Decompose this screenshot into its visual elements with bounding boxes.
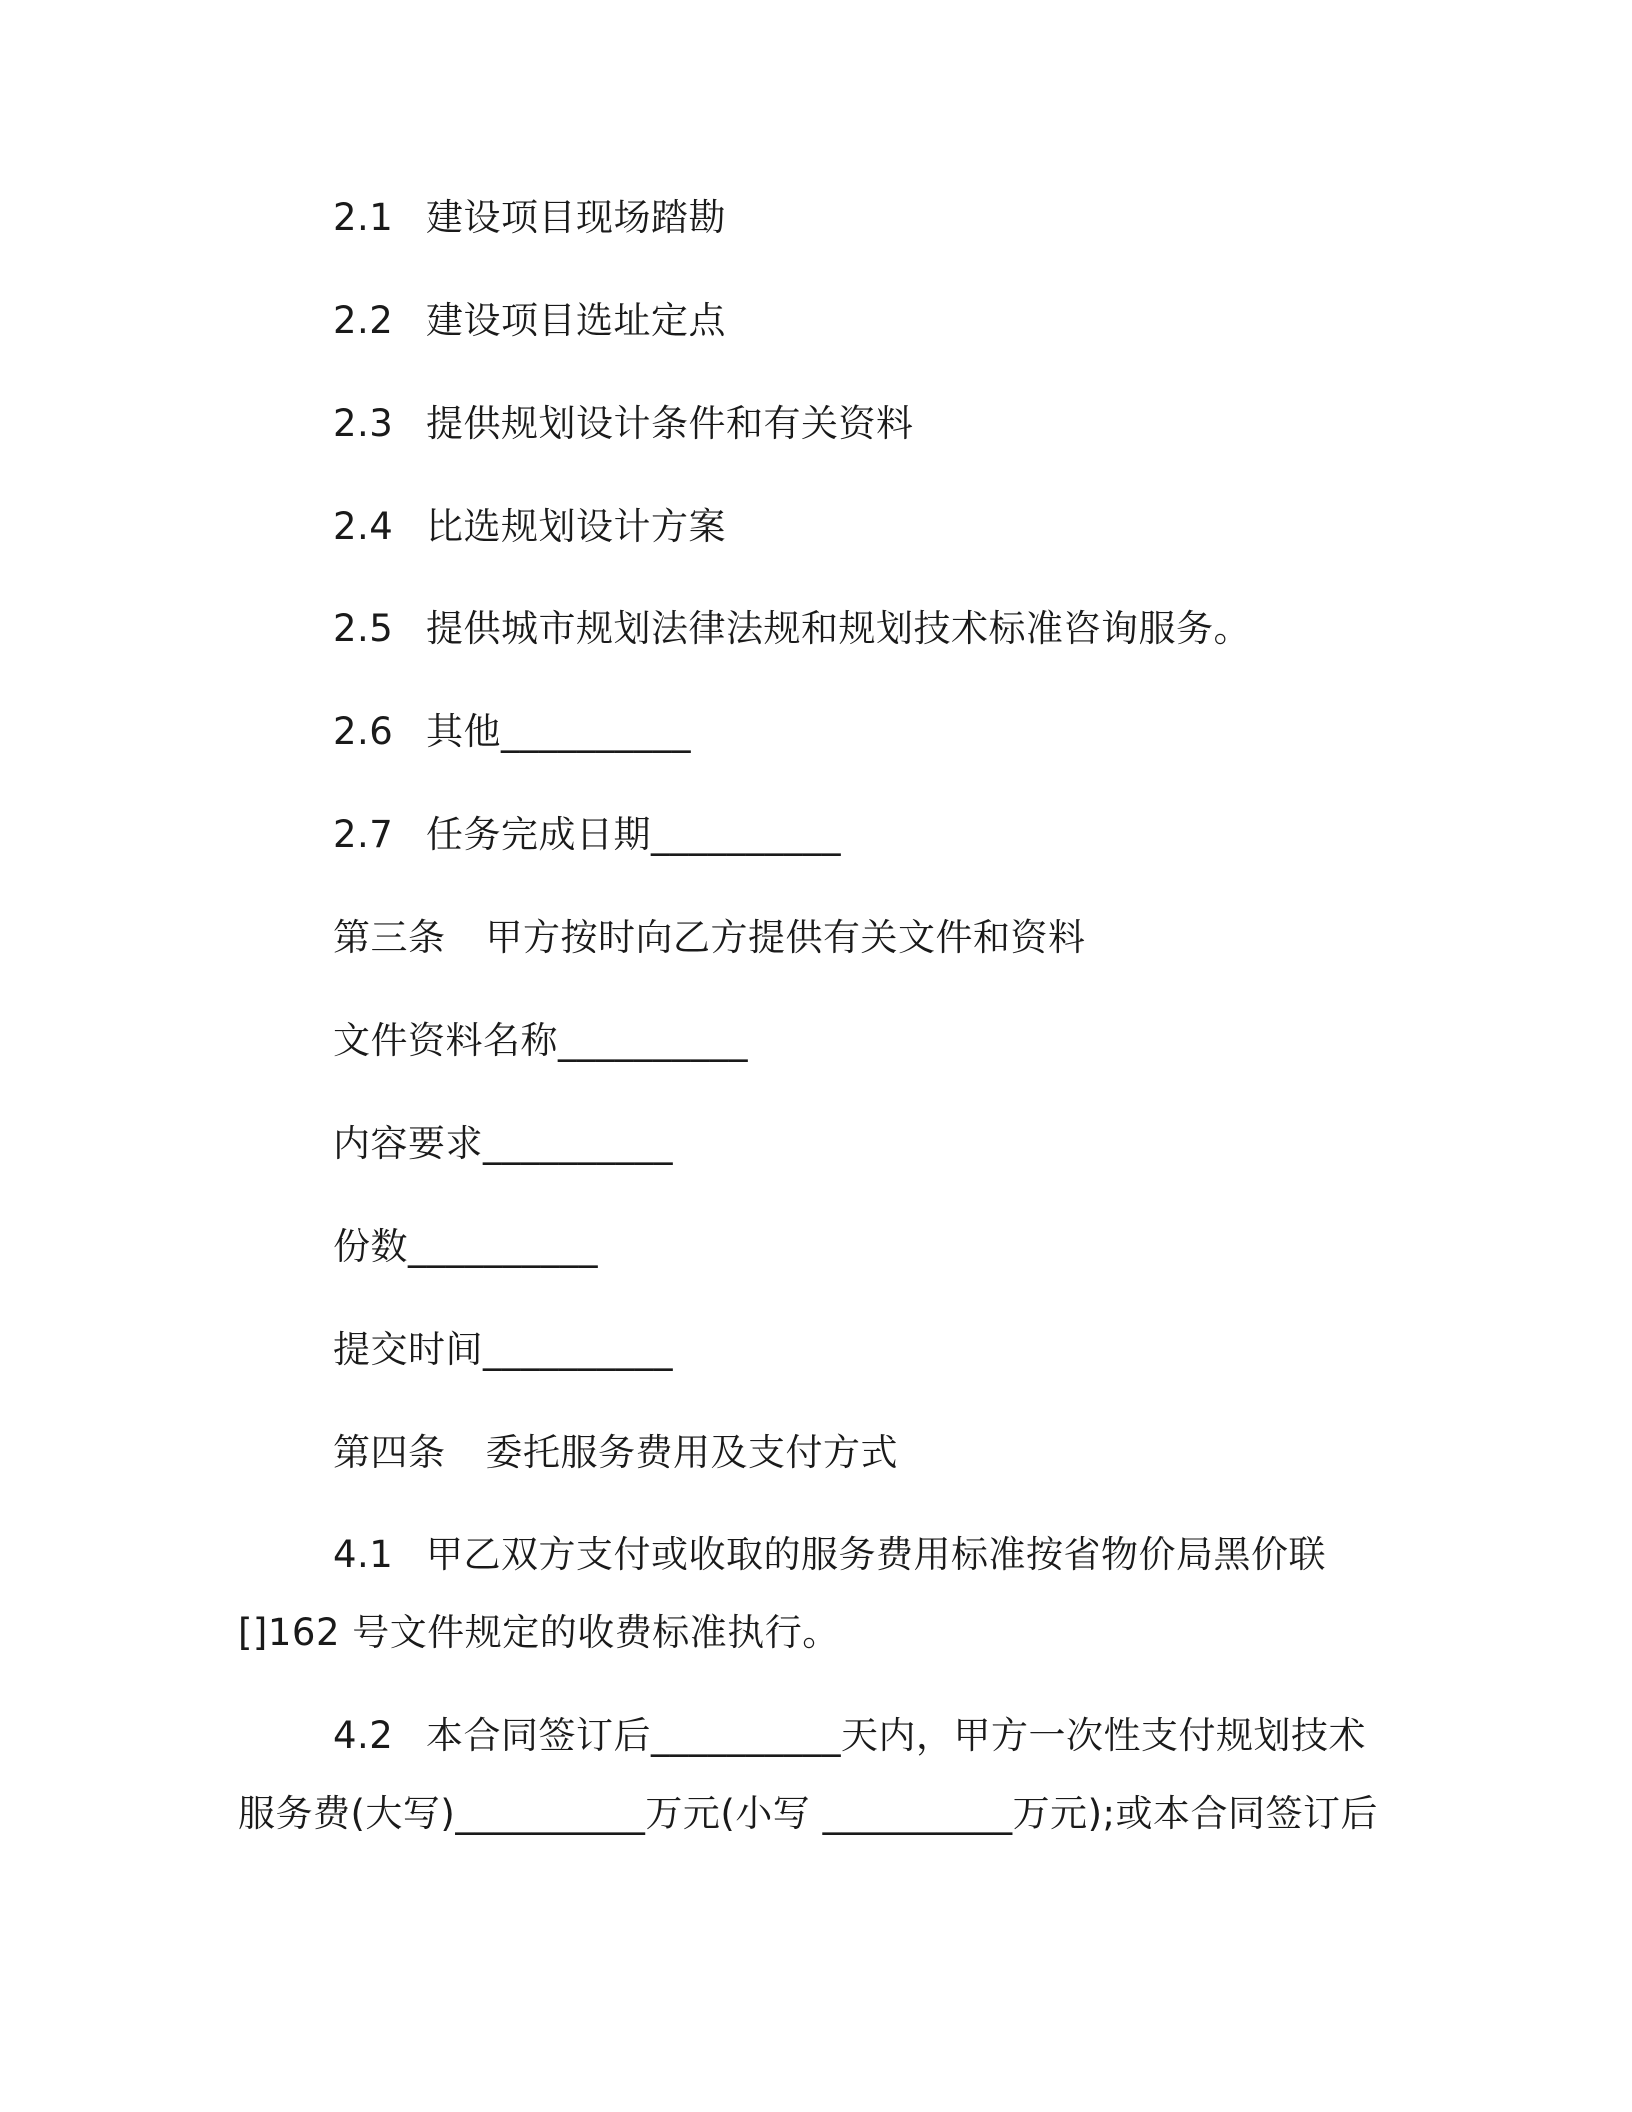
item-number: 2.6 — [333, 710, 394, 753]
item-2-6 — [333, 707, 691, 757]
para-text: 本合同签订后__________天内，甲方一次性支付规划技术 — [426, 1714, 1366, 1757]
field-text: 文件资料名称__________ — [333, 1019, 748, 1062]
item-number: 2.1 — [333, 196, 394, 239]
item-2-3 — [333, 399, 914, 449]
item-number: 2.7 — [333, 813, 394, 856]
item-2-4 — [333, 502, 726, 552]
item-text: 比选规划设计方案 — [426, 505, 726, 548]
item-text: 建设项目现场踏勘 — [426, 196, 726, 239]
item-text: 建设项目选址定点 — [426, 299, 726, 342]
field-text: 份数__________ — [333, 1225, 598, 1268]
field-submit-time — [333, 1325, 673, 1375]
item-number: 2.4 — [333, 505, 394, 548]
article-label: 第三条 — [333, 916, 446, 959]
article-4-heading — [333, 1428, 898, 1478]
field-content-requirement — [333, 1119, 673, 1169]
article-title: 委托服务费用及支付方式 — [485, 1431, 898, 1474]
item-text: 提供规划设计条件和有关资料 — [426, 402, 914, 445]
item-number: 2.5 — [333, 607, 394, 650]
item-2-2 — [333, 296, 726, 346]
item-number: 2.2 — [333, 299, 394, 342]
item-2-5 — [333, 604, 1251, 654]
item-2-7 — [333, 810, 841, 860]
article-3-heading — [333, 913, 1086, 963]
item-text: 任务完成日期__________ — [426, 813, 841, 856]
article-label: 第四条 — [333, 1431, 446, 1474]
para-number: 4.1 — [333, 1533, 394, 1576]
para-4-2-line2 — [238, 1789, 1378, 1839]
item-text: 提供城市规划法律法规和规划技术标准咨询服务。 — [426, 607, 1251, 650]
para-text: 甲乙双方支付或收取的服务费用标准按省物价局黑价联 — [426, 1533, 1326, 1576]
para-4-1-line2 — [238, 1608, 840, 1658]
para-4-1-line1 — [333, 1530, 1326, 1580]
para-4-2-line1 — [333, 1711, 1366, 1761]
para-text: 服务费(大写)__________万元(小写 __________万元);或本合同签订后 — [238, 1792, 1378, 1835]
para-number: 4.2 — [333, 1714, 394, 1757]
field-text: 内容要求__________ — [333, 1122, 673, 1165]
field-document-name — [333, 1016, 748, 1066]
item-number: 2.3 — [333, 402, 394, 445]
article-title: 甲方按时向乙方提供有关文件和资料 — [485, 916, 1086, 959]
field-text: 提交时间__________ — [333, 1328, 673, 1371]
para-text: []162 号文件规定的收费标准执行。 — [238, 1611, 840, 1654]
field-copies — [333, 1222, 598, 1272]
item-text: 其他__________ — [426, 710, 691, 753]
item-2-1 — [333, 193, 726, 243]
